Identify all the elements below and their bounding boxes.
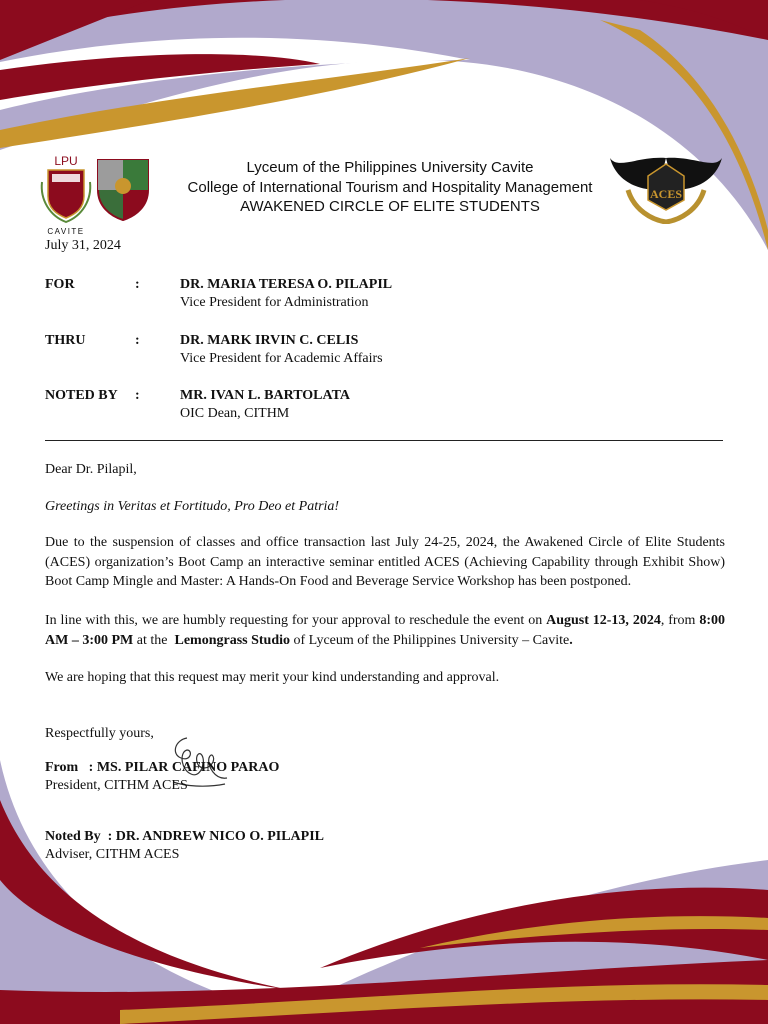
signatory-noted-by	[45, 828, 324, 863]
addressee-label: THRU	[45, 333, 86, 348]
reschedule-text: , from	[660, 613, 700, 628]
closing: Respectfully yours,	[45, 726, 154, 741]
letter-date: July 31, 2024	[45, 238, 121, 253]
reschedule-period: .	[569, 632, 573, 648]
addressee-name: MR. IVAN L. BARTOLATA	[180, 388, 350, 403]
college-name: College of International Tourism and Hospitality Management	[187, 178, 593, 196]
signatory-from	[45, 759, 279, 794]
reschedule-text: at the	[133, 632, 175, 648]
addressee-name: DR. MARIA TERESA O. PILAPIL	[180, 277, 393, 292]
noted-label: Noted By :	[45, 829, 116, 844]
greeting: Greetings in Veritas et Fortitudo, Pro Deo et Patria!	[45, 499, 340, 514]
event-date: August 12-13, 2024	[546, 613, 661, 628]
addressee-label: NOTED BY	[45, 388, 118, 403]
paragraph-closing-request: We are hoping that this request may merit your kind understanding and approval.	[45, 670, 500, 685]
event-time: 8:00 AM – 3:00 PM	[45, 613, 725, 648]
from-title: President, CITHM ACES	[45, 777, 188, 793]
addressee-label: FOR	[45, 277, 75, 292]
from-name: MS. PILAR CAFINO PARAO	[96, 760, 280, 775]
aces-logo-label: ACES	[649, 187, 683, 201]
addressee-title: OIC Dean, CITHM	[180, 406, 290, 421]
noted-name: DR. ANDREW NICO O. PILAPIL	[115, 829, 324, 844]
event-venue: Lemongrass Studio	[174, 632, 291, 648]
reschedule-text: In line with this, we are humbly requesting for your approval to reschedule the event on	[45, 613, 547, 628]
addressee-title: Vice President for Administration	[180, 295, 369, 310]
lpu-logo-campus: CAVITE	[47, 227, 85, 236]
letterhead-text	[150, 158, 630, 217]
salutation: Dear Dr. Pilapil,	[45, 462, 137, 477]
paragraph-postponement: Due to the suspension of classes and office transaction last July 24-25, 2024, the Awakened Circle of Elite Students (ACES) organization’s Boot Camp an interactive seminar entitled ACES (Achieving Capability through Exhibit Show) Boot Camp Mingle and Master: A Hands-On Food and Beverage Service Workshop has been postponed.	[45, 535, 725, 589]
organization-name: AWAKENED CIRCLE OF ELITE STUDENTS	[240, 198, 540, 215]
university-name: Lyceum of the Philippines University Cavite	[246, 159, 534, 176]
reschedule-text: of Lyceum of the Philippines University – Cavite	[290, 632, 570, 648]
addressee-colon: :	[135, 277, 140, 292]
divider-line	[45, 440, 723, 441]
addressee-colon: :	[135, 388, 140, 403]
addressee-colon: :	[135, 333, 140, 348]
noted-title: Adviser, CITHM ACES	[45, 846, 180, 862]
from-label: From :	[45, 760, 97, 775]
addressee-name: DR. MARK IRVIN C. CELIS	[180, 333, 359, 348]
addressee-title: Vice President for Academic Affairs	[180, 351, 383, 366]
lpu-seal-logo	[36, 152, 96, 236]
cithm-shield-logo	[94, 154, 152, 222]
lpu-logo-label: LPU	[54, 154, 78, 168]
paragraph-reschedule	[45, 611, 725, 650]
